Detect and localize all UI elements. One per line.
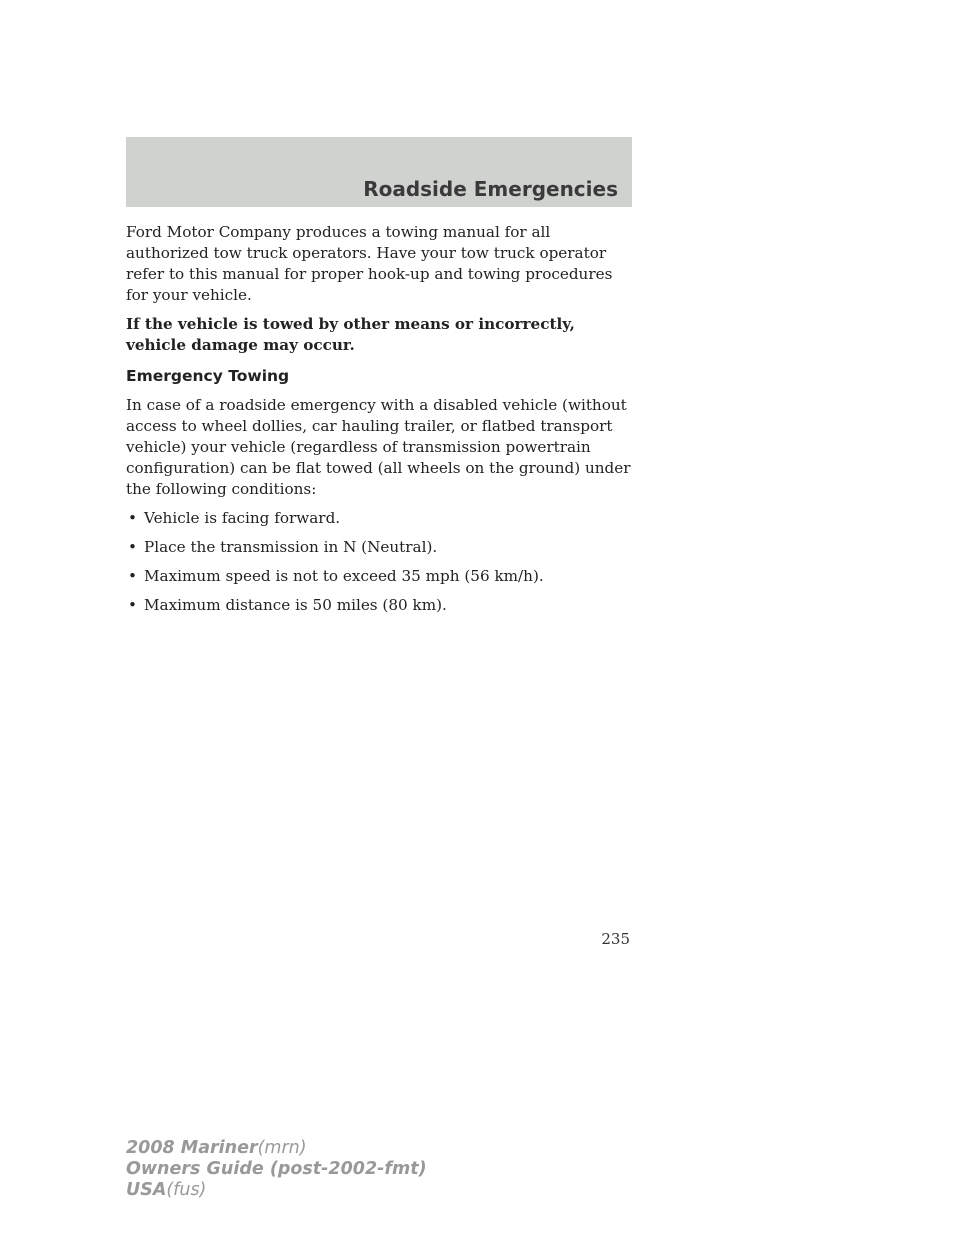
document-footer	[126, 1138, 427, 1201]
bullet-icon: •	[128, 596, 137, 614]
footer-model-line	[126, 1138, 427, 1159]
emergency-towing-paragraph: In case of a roadside emergency with a disabled vehicle (without access to wheel dollies, car hauling trailer, or flatbed transport vehicle) your vehicle (regardless of transmission powertrain configuration) can be flat towed (all wheels on the ground) under the following conditions:	[126, 396, 631, 498]
towing-warning: If the vehicle is towed by other means or incorrectly, vehicle damage may occur.	[126, 315, 575, 354]
footer-region: USA	[126, 1180, 167, 1200]
bullet-icon: •	[128, 538, 137, 556]
list-item	[126, 595, 636, 616]
footer-region-line	[126, 1180, 427, 1201]
page-number: 235	[601, 930, 630, 948]
list-item	[126, 566, 636, 587]
page-content	[126, 222, 636, 624]
section-title: Roadside Emergencies	[363, 177, 618, 201]
towing-conditions-list	[126, 508, 636, 616]
footer-model-code: (mrn)	[257, 1138, 307, 1158]
list-item-text: Vehicle is facing forward.	[144, 509, 341, 527]
list-item	[126, 537, 636, 558]
list-item-text: Maximum speed is not to exceed 35 mph (56 km/h).	[144, 567, 544, 585]
intro-paragraph: Ford Motor Company produces a towing manual for all authorized tow truck operators. Have your tow truck operator refer to this manual for proper hook-up and towing procedures for your vehicle.	[126, 223, 613, 304]
bullet-icon: •	[128, 509, 137, 527]
footer-region-code: (fus)	[166, 1180, 207, 1200]
section-header-band	[126, 137, 632, 207]
list-item-text: Maximum distance is 50 miles (80 km).	[144, 596, 447, 614]
bullet-icon: •	[128, 567, 137, 585]
list-item-text: Place the transmission in N (Neutral).	[144, 538, 438, 556]
footer-guide: Owners Guide (post-2002-fmt)	[126, 1159, 427, 1179]
list-item	[126, 508, 636, 529]
emergency-towing-heading: Emergency Towing	[126, 367, 290, 385]
footer-model: 2008 Mariner	[126, 1138, 258, 1158]
